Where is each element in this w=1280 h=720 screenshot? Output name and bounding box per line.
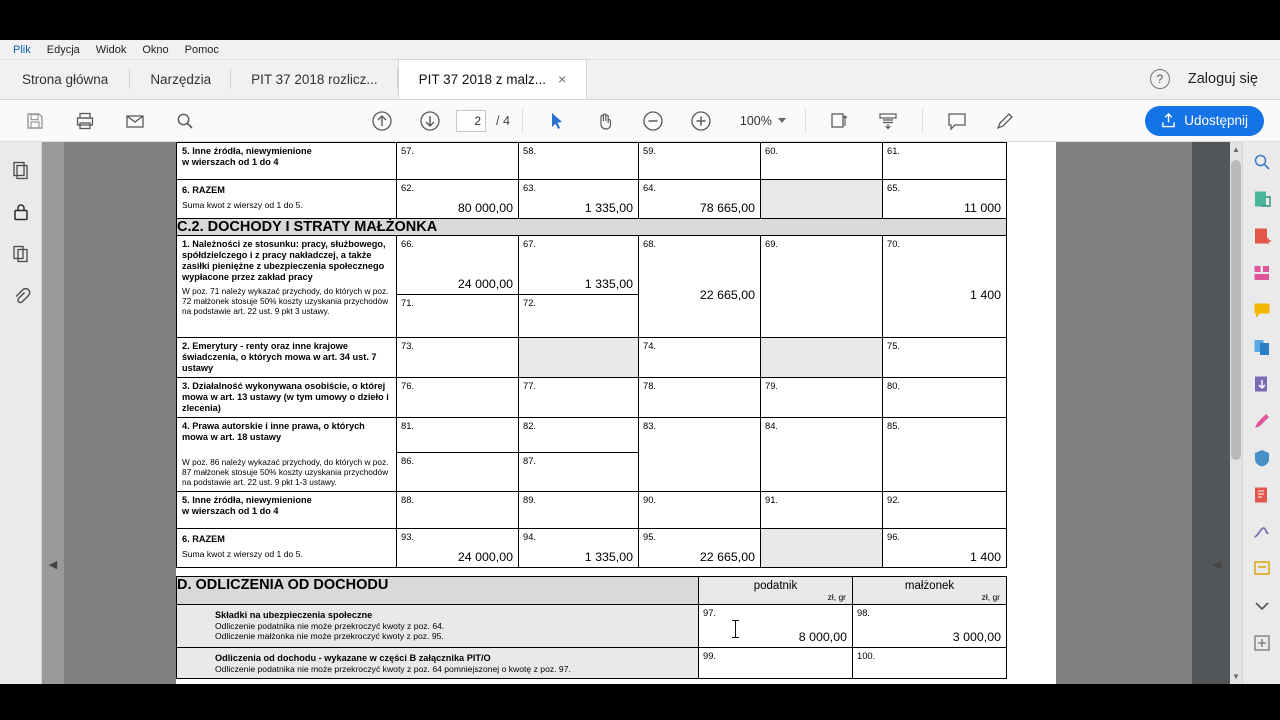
tab-bar xyxy=(0,60,1280,100)
help-icon[interactable]: ? xyxy=(1150,69,1170,89)
field-66[interactable]: 66. 24 000,00 xyxy=(397,236,519,295)
more-tools-icon[interactable] xyxy=(1248,555,1276,583)
row-label-cell xyxy=(177,143,397,180)
collapse-right-panel-button[interactable]: ◀ xyxy=(1212,558,1222,571)
field-97[interactable]: 97. 8 000,00 xyxy=(699,605,853,648)
print-production-icon[interactable] xyxy=(1248,481,1276,509)
field-72[interactable]: 72. xyxy=(519,295,639,338)
close-icon[interactable]: × xyxy=(557,71,567,87)
select-tool-icon[interactable] xyxy=(542,106,572,136)
field-99[interactable]: 99. xyxy=(699,648,853,679)
comment-panel-icon[interactable] xyxy=(1248,296,1276,324)
combine-files-icon[interactable] xyxy=(1248,333,1276,361)
section-d-table xyxy=(176,576,1007,679)
menu-item-widok[interactable]: Widok xyxy=(95,43,127,56)
field-61[interactable]: 61. xyxy=(883,143,1007,180)
page-number-input[interactable]: 2 xyxy=(456,110,486,132)
table-row xyxy=(177,143,1007,180)
print-icon[interactable] xyxy=(70,106,100,136)
tab-strona-glowna[interactable] xyxy=(0,59,130,99)
field-81[interactable]: 81. xyxy=(397,418,519,453)
field-82[interactable]: 82. xyxy=(519,418,639,453)
form-table xyxy=(176,142,1007,568)
field-60[interactable]: 60. xyxy=(761,143,883,180)
text-cursor xyxy=(735,620,736,638)
field-59[interactable]: 59. xyxy=(639,143,761,180)
prev-page-icon[interactable] xyxy=(367,106,397,136)
field-77[interactable]: 77. xyxy=(519,378,639,418)
field-88[interactable]: 88. xyxy=(397,492,519,529)
protect-icon[interactable] xyxy=(1248,444,1276,472)
field-83[interactable]: 83. xyxy=(639,418,761,492)
row-label-cell xyxy=(177,529,397,568)
email-icon[interactable] xyxy=(120,106,150,136)
add-tools-icon[interactable] xyxy=(1248,629,1276,657)
field-98[interactable]: 98. 3 000,00 xyxy=(853,605,1007,648)
menu-item-plik[interactable]: Plik xyxy=(13,43,31,56)
field-79[interactable]: 79. xyxy=(761,378,883,418)
pdf-form xyxy=(176,142,1056,679)
table-row xyxy=(177,605,1007,648)
column-header-malzonek: małżonek zł, gr xyxy=(853,577,1007,605)
section-d-title: D. ODLICZENIA OD DOCHODU xyxy=(177,577,699,605)
page-total-label: / 4 xyxy=(496,113,510,128)
table-row xyxy=(177,338,1007,378)
section-header-row xyxy=(177,577,1007,605)
column-header-podatnik: podatnik zł, gr xyxy=(699,577,853,605)
chevron-down-icon[interactable] xyxy=(1248,592,1276,620)
fill-sign-icon[interactable] xyxy=(1248,518,1276,546)
row-label-cell xyxy=(177,236,397,338)
field-95[interactable]: 95. 22 665,00 xyxy=(639,529,761,568)
field-91[interactable]: 91. xyxy=(761,492,883,529)
export-pdf-icon[interactable] xyxy=(1248,185,1276,213)
field-84[interactable]: 84. xyxy=(761,418,883,492)
row-label: 5. Inne źródła, niewymienione w wierszach od 1 do 4 xyxy=(182,146,312,167)
menu-item-edycja[interactable]: Edycja xyxy=(46,43,80,56)
tab-narzedzia[interactable] xyxy=(130,59,231,99)
table-row xyxy=(177,418,1007,453)
organize-pages-icon[interactable] xyxy=(1248,259,1276,287)
fit-page-icon[interactable] xyxy=(825,106,855,136)
row-label: 3. Działalność wykonywana osobiście, o której mowa w art. 13 ustawy (w tym umowy o dzieło i zlecenia) xyxy=(182,381,389,413)
table-row xyxy=(177,236,1007,295)
field-69[interactable]: 69. xyxy=(761,236,883,338)
row-label: 5. Inne źródła, niewymienione w wierszach od 1 do 4 xyxy=(182,495,312,516)
sign-in-button[interactable]: Zaloguj się xyxy=(1187,71,1258,87)
tab-label: PIT 37 2018 z malz... xyxy=(418,71,546,87)
table-row xyxy=(177,180,1007,219)
collapse-left-panel-button[interactable]: ◀ xyxy=(48,558,58,571)
tab-label: Narzędzia xyxy=(150,71,212,87)
right-tool-rail xyxy=(1242,142,1280,684)
row-label-cell xyxy=(177,378,397,418)
table-row xyxy=(177,492,1007,529)
field-93[interactable]: 93. 24 000,00 xyxy=(397,529,519,568)
field-67[interactable]: 67. 1 335,00 xyxy=(519,236,639,295)
field-blank-shaded xyxy=(519,338,639,378)
zoom-out-icon[interactable] xyxy=(638,106,668,136)
field-62[interactable]: 62. 80 000,00 xyxy=(397,180,519,219)
section-c2-title: C.2. DOCHODY I STRATY MAŁŻONKA xyxy=(177,219,1007,236)
tab-bar-right xyxy=(1150,59,1280,99)
field-86[interactable]: 86. xyxy=(397,453,519,492)
field-87[interactable]: 87. xyxy=(519,453,639,492)
search-icon[interactable] xyxy=(170,106,200,136)
field-100[interactable]: 100. xyxy=(853,648,1007,679)
menu-item-pomoc[interactable]: Pomoc xyxy=(184,43,219,56)
zoom-level-dropdown[interactable] xyxy=(733,110,793,132)
attachment-icon[interactable] xyxy=(9,284,33,308)
toolbar xyxy=(0,100,1280,142)
field-blank-shaded xyxy=(761,529,883,568)
menu-bar xyxy=(0,40,1280,60)
row-label: 4. Prawa autorskie i inne prawa, o których mowa w art. 18 ustawy W poz. 86 należy wykazać przychody, do których w poz. 87 małżonek stosuje 50% koszty uzyskania przychodów na podstawie art. 22 ust. 9 pkt 1-3 ustawy. xyxy=(182,421,389,488)
section-header-row xyxy=(177,219,1007,236)
field-96[interactable]: 96. 1 400 xyxy=(883,529,1007,568)
toolbar-divider-3 xyxy=(922,109,923,133)
document-viewer xyxy=(0,142,1280,684)
share-button[interactable] xyxy=(1145,106,1264,136)
pdf-page[interactable] xyxy=(176,142,1056,684)
row-label: 2. Emerytury - renty oraz inne krajowe świadczenia, o których mowa w art. 34 ust. 7 ustawy xyxy=(182,341,377,373)
scroll-down-icon[interactable]: ▼ xyxy=(1232,672,1240,681)
field-blank-shaded-2 xyxy=(761,338,883,378)
lock-icon[interactable] xyxy=(9,200,33,224)
field-74[interactable]: 74. xyxy=(639,338,761,378)
field-80[interactable]: 80. xyxy=(883,378,1007,418)
row-label-cell xyxy=(177,180,397,219)
field-65[interactable]: 65. 11 000 xyxy=(883,180,1007,219)
field-76[interactable]: 76. xyxy=(397,378,519,418)
scrollbar-thumb[interactable] xyxy=(1231,160,1241,460)
comment-icon[interactable] xyxy=(942,106,972,136)
field-89[interactable]: 89. xyxy=(519,492,639,529)
tab-label: Strona główna xyxy=(22,71,109,87)
viewer-background-left xyxy=(42,142,64,684)
row-label-cell xyxy=(177,338,397,378)
letterbox-bottom xyxy=(0,684,1280,720)
scroll-up-icon[interactable]: ▲ xyxy=(1232,145,1240,154)
left-tool-rail xyxy=(0,142,42,684)
field-64[interactable]: 64. 78 665,00 xyxy=(639,180,761,219)
field-63[interactable]: 63. 1 335,00 xyxy=(519,180,639,219)
tab-label: PIT 37 2018 rozlicz... xyxy=(251,71,378,87)
scroll-mode-icon[interactable] xyxy=(873,106,903,136)
row-label: 1. Należności ze stosunku: pracy, służbowego, spółdzielczego i z pracy nakładczej, a także zasiłki pieniężne z ubezpieczenia społecznego wypłacone przez zakład pracy W poz. 71 należy wykazać przychody, do których w poz. 72 małżonek stosuje 50% koszty uzyskania przychodów na podstawie art. 22 ust. 9 pkt 3 ustawy. xyxy=(182,239,389,317)
toolbar-divider-2 xyxy=(805,109,806,133)
field-58[interactable]: 58. xyxy=(519,143,639,180)
zoom-in-icon[interactable] xyxy=(686,106,716,136)
letterbox-top xyxy=(0,0,1280,40)
field-71[interactable]: 71. xyxy=(397,295,519,338)
row-label-cell xyxy=(177,418,397,492)
row-label: 6. RAZEM Suma kwot z wierszy od 1 do 5. xyxy=(182,185,303,210)
compress-icon[interactable] xyxy=(1248,370,1276,398)
save-icon[interactable] xyxy=(20,106,50,136)
share-label: Udostępnij xyxy=(1184,113,1248,128)
table-row xyxy=(177,378,1007,418)
chevron-down-icon xyxy=(778,118,786,123)
thumbnails-icon[interactable] xyxy=(9,158,33,182)
field-68[interactable]: 68. 22 665,00 xyxy=(639,236,761,338)
row-label: Odliczenia od dochodu - wykazane w części B załącznika PIT/O Odliczenie podatnika nie może przekroczyć kwoty z poz. 64 pomniejszonej o kwotę z poz. 97. xyxy=(215,653,571,674)
field-70[interactable]: 70. 1 400 xyxy=(883,236,1007,338)
tab-pit-37-2018-rozlicz[interactable] xyxy=(231,59,398,99)
field-92[interactable]: 92. xyxy=(883,492,1007,529)
menu-item-okno[interactable]: Okno xyxy=(142,43,169,56)
row-label: Składki na ubezpieczenia społeczne Odliczenie podatnika nie może przekroczyć kwoty z poz. 64. Odliczenie małżonka nie może przekroczyć kwoty z poz. 95. xyxy=(215,610,445,641)
next-page-icon[interactable] xyxy=(415,106,445,136)
row-label-cell xyxy=(177,648,699,679)
field-75[interactable]: 75. xyxy=(883,338,1007,378)
create-pdf-icon[interactable] xyxy=(1248,222,1276,250)
pages-icon[interactable] xyxy=(9,242,33,266)
field-57[interactable]: 57. xyxy=(397,143,519,180)
hand-tool-icon[interactable] xyxy=(590,106,620,136)
row-label-cell xyxy=(177,492,397,529)
field-78[interactable]: 78. xyxy=(639,378,761,418)
field-94[interactable]: 94. 1 335,00 xyxy=(519,529,639,568)
field-85[interactable]: 85. xyxy=(883,418,1007,492)
field-90[interactable]: 90. xyxy=(639,492,761,529)
field-73[interactable]: 73. xyxy=(397,338,519,378)
toolbar-left-group xyxy=(0,106,210,136)
table-row xyxy=(177,529,1007,568)
toolbar-divider xyxy=(522,109,523,133)
row-label-cell xyxy=(177,605,699,648)
vertical-scrollbar[interactable] xyxy=(1230,142,1242,684)
field-blank-shaded xyxy=(761,180,883,219)
highlight-icon[interactable] xyxy=(990,106,1020,136)
redact-icon[interactable] xyxy=(1248,407,1276,435)
table-row xyxy=(177,648,1007,679)
share-icon xyxy=(1161,113,1176,128)
tab-pit-37-2018-z-malz[interactable] xyxy=(398,59,588,99)
toolbar-page-nav xyxy=(360,106,1027,136)
zoom-level-label: 100% xyxy=(739,113,772,128)
search-panel-icon[interactable] xyxy=(1248,148,1276,176)
row-label: 6. RAZEM Suma kwot z wierszy od 1 do 5. xyxy=(182,534,303,559)
